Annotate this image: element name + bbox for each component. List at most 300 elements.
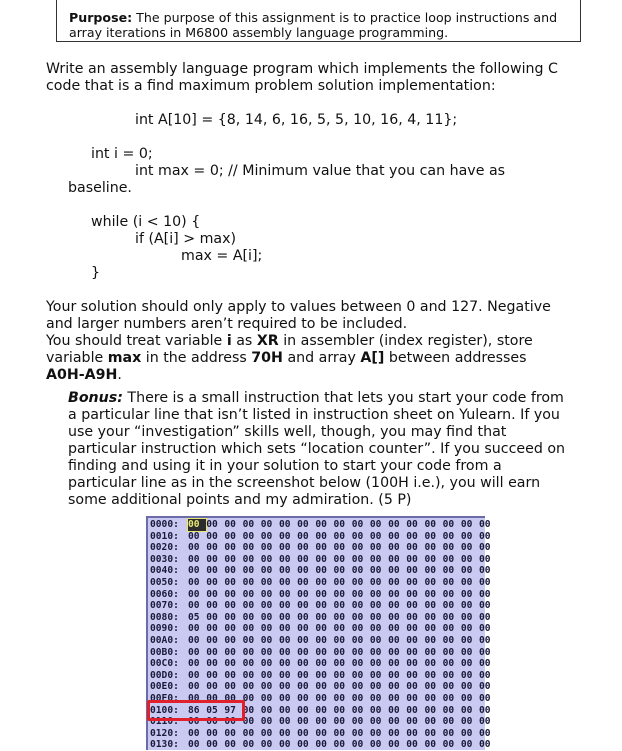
memory-byte[interactable]: 00 [333, 600, 346, 612]
memory-byte[interactable]: 00 [460, 635, 473, 646]
memory-byte[interactable]: 00 [315, 577, 327, 588]
memory-byte[interactable]: 00 [442, 704, 455, 716]
memory-byte[interactable]: 00 [278, 658, 291, 670]
memory-byte[interactable]: 00 [424, 623, 436, 635]
memory-byte[interactable]: 00 [460, 519, 473, 530]
memory-byte[interactable]: 00 [333, 542, 346, 554]
memory-byte[interactable]: 00 [242, 577, 255, 588]
memory-byte[interactable]: 00 [479, 704, 491, 716]
memory-byte[interactable]: 00 [242, 669, 255, 681]
memory-byte[interactable]: 00 [297, 623, 309, 635]
memory-byte[interactable]: 00 [388, 681, 400, 693]
memory-byte[interactable]: 00 [206, 658, 218, 670]
memory-byte[interactable]: 00 [479, 565, 491, 577]
memory-byte[interactable]: 00 [260, 542, 273, 554]
memory-byte[interactable]: 00 [333, 704, 346, 716]
memory-byte[interactable]: 00 [406, 611, 418, 623]
memory-byte[interactable]: 00 [351, 623, 364, 635]
memory-byte[interactable]: 00 [260, 565, 273, 577]
memory-byte[interactable]: 00 [424, 553, 436, 565]
memory-byte[interactable]: 00 [242, 704, 255, 716]
memory-byte[interactable]: 00 [242, 716, 255, 728]
memory-byte[interactable]: 00 [206, 635, 218, 646]
memory-byte[interactable]: 00 [460, 739, 473, 751]
memory-byte[interactable]: 00 [369, 646, 382, 658]
memory-byte[interactable]: 00 [442, 635, 455, 646]
memory-byte[interactable]: 00 [315, 530, 327, 542]
memory-byte[interactable]: 00 [479, 553, 491, 565]
memory-byte[interactable]: 00 [188, 646, 200, 658]
memory-byte[interactable]: 00 [224, 716, 236, 728]
memory-byte[interactable]: 00 [460, 681, 473, 693]
memory-byte[interactable]: 00 [351, 553, 364, 565]
memory-byte[interactable]: 00 [297, 542, 309, 554]
memory-byte[interactable]: 00 [188, 553, 200, 565]
memory-byte[interactable]: 00 [424, 681, 436, 693]
memory-byte[interactable]: 00 [315, 681, 327, 693]
memory-byte[interactable]: 00 [333, 669, 346, 681]
memory-byte[interactable]: 00 [278, 716, 291, 728]
memory-byte[interactable]: 00 [406, 669, 418, 681]
memory-byte[interactable]: 00 [242, 542, 255, 554]
memory-byte[interactable]: 00 [315, 553, 327, 565]
memory-byte[interactable]: 00 [242, 623, 255, 635]
memory-byte[interactable]: 00 [260, 577, 273, 588]
memory-byte[interactable]: 00 [406, 727, 418, 739]
memory-byte[interactable]: 00 [333, 739, 346, 751]
memory-byte[interactable]: 00 [351, 611, 364, 623]
memory-byte[interactable]: 00 [297, 646, 309, 658]
memory-byte[interactable]: 00 [479, 635, 491, 646]
memory-byte[interactable]: 00 [188, 577, 200, 588]
memory-byte[interactable]: 00 [479, 530, 491, 542]
memory-byte[interactable]: 00 [206, 600, 218, 612]
memory-byte[interactable]: 00 [242, 727, 255, 739]
memory-byte[interactable]: 00 [424, 577, 436, 588]
memory-byte[interactable]: 00 [224, 542, 236, 554]
memory-byte[interactable]: 00 [351, 727, 364, 739]
memory-byte[interactable]: 00 [351, 577, 364, 588]
memory-byte[interactable]: 00 [315, 646, 327, 658]
memory-byte[interactable]: 00 [260, 727, 273, 739]
memory-byte[interactable]: 00 [297, 565, 309, 577]
memory-byte[interactable]: 00 [406, 530, 418, 542]
memory-byte[interactable]: 00 [224, 530, 236, 542]
memory-byte[interactable]: 00 [388, 542, 400, 554]
memory-byte[interactable]: 00 [224, 635, 236, 646]
memory-byte[interactable]: 00 [260, 553, 273, 565]
memory-byte[interactable]: 00 [297, 669, 309, 681]
memory-byte[interactable]: 00 [460, 693, 473, 704]
memory-byte[interactable]: 00 [369, 727, 382, 739]
memory-byte[interactable]: 00 [388, 577, 400, 588]
memory-byte[interactable]: 00 [224, 669, 236, 681]
memory-byte[interactable]: 00 [260, 623, 273, 635]
memory-byte[interactable]: 00 [315, 693, 327, 704]
memory-byte[interactable]: 00 [442, 542, 455, 554]
memory-byte[interactable]: 00 [333, 519, 346, 530]
memory-byte[interactable]: 00 [369, 553, 382, 565]
memory-byte[interactable]: 00 [369, 635, 382, 646]
memory-byte[interactable]: 00 [224, 739, 236, 751]
memory-byte[interactable]: 00 [424, 658, 436, 670]
memory-byte[interactable]: 00 [188, 623, 200, 635]
memory-byte[interactable]: 00 [188, 681, 200, 693]
memory-byte[interactable]: 00 [333, 553, 346, 565]
memory-byte[interactable]: 00 [406, 658, 418, 670]
memory-byte[interactable]: 00 [369, 704, 382, 716]
memory-byte[interactable]: 00 [315, 669, 327, 681]
memory-byte[interactable]: 00 [460, 600, 473, 612]
memory-byte[interactable]: 00 [424, 693, 436, 704]
memory-byte[interactable]: 00 [224, 588, 236, 600]
memory-byte[interactable]: 00 [479, 646, 491, 658]
memory-byte[interactable]: 00 [479, 577, 491, 588]
memory-byte[interactable]: 00 [206, 519, 218, 530]
memory-byte[interactable]: 00 [224, 693, 236, 704]
memory-byte[interactable]: 00 [388, 600, 400, 612]
memory-byte[interactable]: 00 [297, 553, 309, 565]
memory-byte[interactable]: 00 [406, 635, 418, 646]
memory-byte[interactable]: 00 [388, 635, 400, 646]
memory-byte[interactable]: 00 [479, 716, 491, 728]
memory-byte[interactable]: 00 [315, 739, 327, 751]
memory-byte[interactable]: 00 [260, 530, 273, 542]
memory-byte[interactable]: 00 [369, 565, 382, 577]
memory-byte[interactable]: 00 [188, 739, 200, 751]
memory-byte[interactable]: 00 [315, 704, 327, 716]
memory-byte[interactable]: 00 [460, 646, 473, 658]
memory-byte[interactable]: 00 [388, 611, 400, 623]
memory-byte[interactable]: 00 [369, 519, 382, 530]
memory-byte[interactable]: 00 [406, 646, 418, 658]
memory-byte[interactable]: 00 [479, 739, 491, 751]
memory-byte[interactable]: 00 [224, 519, 236, 530]
memory-byte[interactable]: 00 [278, 704, 291, 716]
memory-byte[interactable]: 00 [224, 611, 236, 623]
memory-byte[interactable]: 00 [260, 588, 273, 600]
memory-byte[interactable]: 05 [206, 704, 218, 716]
memory-byte[interactable]: 00 [188, 693, 200, 704]
memory-byte[interactable]: 00 [206, 669, 218, 681]
memory-byte[interactable]: 00 [388, 704, 400, 716]
memory-byte[interactable]: 00 [388, 716, 400, 728]
memory-byte[interactable]: 00 [278, 565, 291, 577]
memory-byte[interactable]: 00 [260, 611, 273, 623]
memory-byte[interactable]: 00 [188, 716, 200, 728]
memory-byte[interactable]: 00 [206, 553, 218, 565]
memory-byte[interactable]: 00 [297, 530, 309, 542]
memory-byte[interactable]: 00 [460, 727, 473, 739]
memory-byte[interactable]: 00 [479, 600, 491, 612]
memory-byte[interactable]: 00 [442, 658, 455, 670]
memory-byte[interactable]: 00 [333, 611, 346, 623]
memory-byte[interactable]: 00 [388, 658, 400, 670]
memory-byte[interactable]: 00 [333, 530, 346, 542]
memory-byte[interactable]: 00 [388, 530, 400, 542]
memory-byte[interactable]: 00 [242, 635, 255, 646]
memory-byte[interactable]: 00 [315, 542, 327, 554]
memory-byte[interactable]: 00 [242, 658, 255, 670]
memory-byte[interactable]: 00 [424, 704, 436, 716]
memory-byte[interactable]: 00 [479, 727, 491, 739]
memory-byte[interactable]: 00 [442, 716, 455, 728]
memory-byte[interactable]: 00 [206, 739, 218, 751]
memory-byte[interactable]: 00 [442, 530, 455, 542]
memory-byte[interactable]: 00 [424, 565, 436, 577]
memory-byte[interactable]: 00 [406, 704, 418, 716]
memory-byte[interactable]: 00 [206, 611, 218, 623]
memory-byte[interactable]: 00 [260, 716, 273, 728]
memory-byte[interactable]: 00 [369, 669, 382, 681]
memory-byte[interactable]: 00 [388, 739, 400, 751]
memory-byte[interactable]: 00 [388, 519, 400, 530]
memory-byte[interactable]: 00 [442, 693, 455, 704]
memory-byte[interactable]: 00 [260, 646, 273, 658]
memory-byte[interactable]: 00 [278, 530, 291, 542]
memory-byte[interactable]: 00 [351, 635, 364, 646]
memory-byte[interactable]: 00 [278, 588, 291, 600]
memory-byte[interactable]: 00 [406, 542, 418, 554]
memory-byte[interactable]: 00 [388, 623, 400, 635]
memory-byte[interactable]: 00 [442, 623, 455, 635]
memory-byte[interactable]: 00 [442, 565, 455, 577]
memory-byte[interactable]: 00 [242, 693, 255, 704]
memory-byte[interactable]: 00 [351, 669, 364, 681]
memory-byte[interactable]: 00 [479, 623, 491, 635]
memory-byte[interactable]: 00 [224, 681, 236, 693]
memory-byte[interactable]: 00 [460, 669, 473, 681]
memory-byte[interactable]: 00 [406, 693, 418, 704]
memory-byte[interactable]: 00 [388, 693, 400, 704]
memory-byte[interactable]: 00 [315, 623, 327, 635]
memory-byte[interactable]: 00 [242, 681, 255, 693]
memory-byte[interactable]: 00 [460, 577, 473, 588]
memory-byte[interactable]: 00 [460, 588, 473, 600]
memory-byte[interactable]: 00 [242, 600, 255, 612]
memory-byte[interactable]: 00 [297, 588, 309, 600]
memory-byte[interactable]: 00 [442, 727, 455, 739]
memory-byte[interactable]: 00 [188, 530, 200, 542]
memory-byte[interactable]: 00 [278, 577, 291, 588]
memory-byte[interactable]: 00 [297, 739, 309, 751]
memory-byte[interactable]: 00 [260, 658, 273, 670]
memory-byte[interactable]: 00 [297, 577, 309, 588]
memory-byte[interactable]: 00 [206, 681, 218, 693]
memory-byte[interactable]: 00 [479, 658, 491, 670]
memory-byte[interactable]: 00 [188, 635, 200, 646]
memory-byte[interactable]: 00 [369, 542, 382, 554]
memory-byte[interactable]: 00 [278, 635, 291, 646]
memory-byte[interactable]: 00 [297, 716, 309, 728]
memory-byte[interactable]: 00 [206, 530, 218, 542]
memory-byte[interactable]: 00 [369, 588, 382, 600]
memory-byte[interactable]: 00 [460, 704, 473, 716]
memory-byte[interactable]: 00 [333, 588, 346, 600]
memory-byte[interactable]: 00 [278, 600, 291, 612]
memory-byte[interactable]: 00 [424, 669, 436, 681]
memory-byte[interactable]: 00 [315, 611, 327, 623]
memory-byte[interactable]: 00 [206, 542, 218, 554]
memory-byte[interactable]: 00 [278, 611, 291, 623]
memory-byte[interactable]: 00 [351, 681, 364, 693]
memory-byte[interactable]: 00 [369, 658, 382, 670]
memory-byte[interactable]: 00 [333, 727, 346, 739]
memory-byte[interactable]: 00 [424, 519, 436, 530]
memory-byte[interactable]: 00 [351, 658, 364, 670]
memory-byte[interactable]: 00 [479, 588, 491, 600]
memory-byte[interactable]: 00 [278, 727, 291, 739]
memory-byte[interactable]: 00 [206, 727, 218, 739]
memory-byte[interactable]: 00 [315, 565, 327, 577]
memory-byte[interactable]: 00 [406, 553, 418, 565]
memory-byte[interactable]: 00 [351, 600, 364, 612]
memory-byte[interactable]: 00 [206, 693, 218, 704]
memory-byte[interactable]: 00 [479, 519, 491, 530]
memory-byte[interactable]: 00 [333, 693, 346, 704]
memory-byte[interactable]: 00 [242, 553, 255, 565]
memory-byte[interactable]: 00 [424, 646, 436, 658]
memory-byte[interactable]: 00 [224, 658, 236, 670]
memory-byte[interactable]: 00 [315, 588, 327, 600]
memory-byte[interactable]: 00 [242, 611, 255, 623]
memory-byte[interactable]: 00 [406, 600, 418, 612]
memory-byte[interactable]: 00 [315, 727, 327, 739]
memory-byte[interactable]: 00 [315, 600, 327, 612]
memory-byte[interactable]: 00 [297, 693, 309, 704]
memory-byte[interactable]: 00 [333, 716, 346, 728]
memory-byte[interactable]: 00 [188, 600, 200, 612]
memory-byte[interactable]: 00 [333, 658, 346, 670]
memory-byte[interactable]: 00 [242, 530, 255, 542]
memory-byte[interactable]: 00 [188, 669, 200, 681]
memory-byte[interactable]: 00 [188, 727, 200, 739]
memory-byte[interactable]: 00 [406, 519, 418, 530]
memory-byte[interactable]: 00 [333, 577, 346, 588]
memory-byte[interactable]: 00 [278, 739, 291, 751]
memory-byte[interactable]: 00 [442, 588, 455, 600]
memory-byte[interactable]: 05 [188, 611, 200, 623]
memory-byte[interactable]: 00 [406, 565, 418, 577]
memory-byte[interactable]: 00 [479, 669, 491, 681]
memory-byte[interactable]: 00 [369, 681, 382, 693]
memory-byte[interactable]: 00 [260, 519, 273, 530]
memory-byte[interactable]: 00 [278, 693, 291, 704]
memory-byte[interactable]: 00 [188, 565, 200, 577]
memory-byte[interactable]: 00 [406, 577, 418, 588]
memory-byte[interactable]: 00 [278, 681, 291, 693]
memory-byte[interactable]: 00 [278, 669, 291, 681]
memory-byte[interactable]: 00 [351, 530, 364, 542]
memory-byte[interactable]: 00 [369, 716, 382, 728]
memory-byte[interactable]: 00 [369, 693, 382, 704]
memory-byte[interactable]: 00 [260, 635, 273, 646]
memory-byte[interactable]: 00 [369, 611, 382, 623]
memory-byte[interactable]: 00 [460, 658, 473, 670]
memory-byte[interactable]: 00 [297, 658, 309, 670]
memory-byte[interactable]: 00 [460, 716, 473, 728]
memory-byte[interactable]: 97 [224, 704, 236, 716]
memory-byte[interactable]: 00 [479, 693, 491, 704]
memory-byte[interactable]: 00 [315, 519, 327, 530]
memory-byte[interactable]: 00 [388, 565, 400, 577]
memory-byte[interactable]: 00 [479, 681, 491, 693]
memory-byte[interactable]: 00 [206, 565, 218, 577]
memory-byte[interactable]: 00 [224, 646, 236, 658]
memory-byte[interactable]: 00 [424, 739, 436, 751]
memory-byte[interactable]: 00 [406, 588, 418, 600]
memory-byte[interactable]: 00 [369, 739, 382, 751]
memory-byte[interactable]: 00 [351, 646, 364, 658]
memory-byte[interactable]: 00 [224, 577, 236, 588]
memory-byte[interactable]: 00 [424, 588, 436, 600]
memory-byte[interactable]: 00 [260, 681, 273, 693]
memory-byte[interactable]: 00 [224, 565, 236, 577]
memory-byte[interactable]: 00 [297, 635, 309, 646]
memory-byte[interactable]: 00 [369, 600, 382, 612]
memory-byte[interactable]: 00 [388, 588, 400, 600]
memory-byte[interactable]: 00 [406, 681, 418, 693]
memory-byte[interactable]: 00 [206, 577, 218, 588]
memory-byte[interactable]: 00 [260, 704, 273, 716]
memory-byte[interactable]: 00 [460, 565, 473, 577]
memory-byte[interactable]: 00 [388, 727, 400, 739]
memory-byte[interactable]: 00 [479, 542, 491, 554]
memory-byte[interactable]: 00 [297, 704, 309, 716]
memory-byte[interactable]: 00 [188, 588, 200, 600]
memory-byte[interactable]: 00 [333, 635, 346, 646]
memory-byte[interactable]: 00 [260, 739, 273, 751]
memory-byte[interactable]: 00 [297, 600, 309, 612]
memory-byte[interactable]: 00 [242, 565, 255, 577]
memory-byte[interactable]: 00 [351, 588, 364, 600]
memory-byte[interactable]: 00 [424, 716, 436, 728]
memory-byte[interactable]: 00 [424, 635, 436, 646]
memory-byte[interactable]: 00 [315, 716, 327, 728]
memory-byte[interactable]: 00 [388, 553, 400, 565]
memory-byte[interactable]: 00 [297, 681, 309, 693]
memory-byte[interactable]: 00 [442, 739, 455, 751]
memory-byte[interactable]: 00 [224, 727, 236, 739]
memory-byte[interactable]: 00 [442, 577, 455, 588]
memory-byte[interactable]: 00 [442, 669, 455, 681]
memory-byte[interactable]: 00 [388, 669, 400, 681]
memory-byte[interactable]: 00 [206, 588, 218, 600]
memory-byte[interactable]: 00 [424, 542, 436, 554]
memory-byte[interactable]: 00 [315, 635, 327, 646]
memory-byte[interactable]: 00 [351, 542, 364, 554]
memory-byte[interactable]: 00 [369, 530, 382, 542]
memory-byte[interactable]: 00 [388, 646, 400, 658]
memory-byte[interactable]: 00 [442, 611, 455, 623]
memory-byte[interactable]: 86 [188, 704, 200, 716]
memory-byte[interactable]: 00 [260, 669, 273, 681]
memory-byte[interactable]: 00 [315, 658, 327, 670]
memory-byte[interactable]: 00 [297, 727, 309, 739]
memory-byte[interactable]: 00 [224, 553, 236, 565]
memory-byte[interactable]: 00 [351, 565, 364, 577]
memory-byte[interactable]: 00 [424, 727, 436, 739]
memory-byte[interactable]: 00 [260, 693, 273, 704]
memory-byte[interactable]: 00 [406, 716, 418, 728]
memory-byte[interactable]: 00 [424, 530, 436, 542]
memory-byte[interactable]: 00 [278, 553, 291, 565]
memory-byte[interactable]: 00 [188, 658, 200, 670]
memory-byte[interactable]: 00 [424, 611, 436, 623]
memory-byte[interactable]: 00 [351, 704, 364, 716]
memory-byte[interactable]: 00 [188, 542, 200, 554]
memory-byte[interactable]: 00 [333, 565, 346, 577]
